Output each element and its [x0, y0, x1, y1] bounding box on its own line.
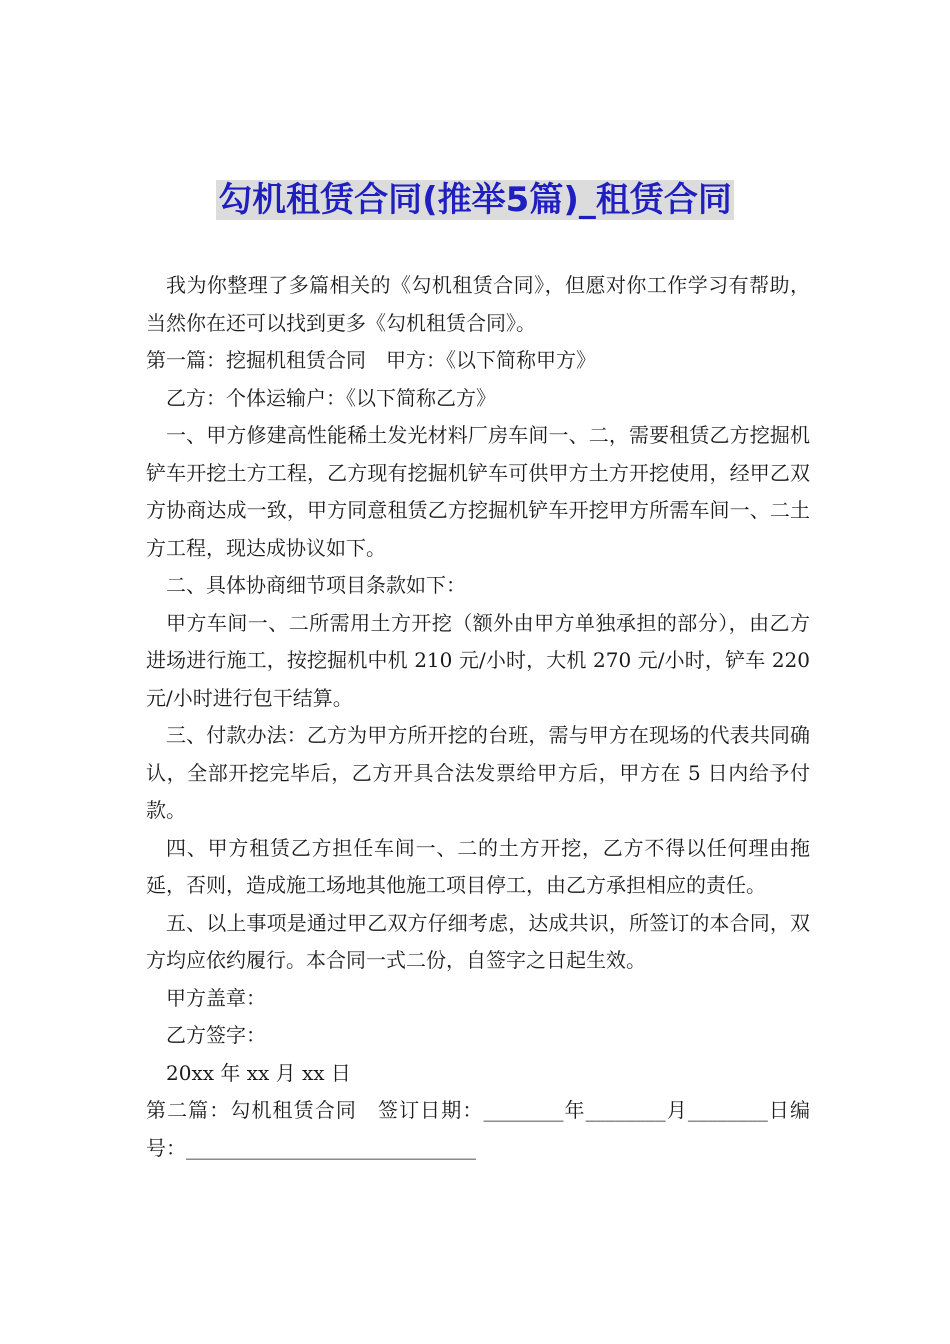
signature-line: 甲方盖章： — [166, 985, 266, 1010]
paragraph: 二、具体协商细节项目条款如下： — [166, 573, 466, 597]
signature-line: 乙方签字： — [166, 1023, 266, 1047]
paragraph: 第二篇：勾机租赁合同 签订日期：________年________月________日编号：_____________________________ — [146, 1098, 810, 1160]
paragraph: 甲方车间一、二所需用土方开挖（额外由甲方单独承担的部分），由乙方进场进行施工，按挖掘机中机 210 元/小时，大机 270 元/小时，铲车 220 元/小时进行包干结算。 — [146, 610, 810, 710]
paragraph: 一、甲方修建高性能稀土发光材料厂房车间一、二，需要租赁乙方挖掘机铲车开挖土方工程，乙方现有挖掘机铲车可供甲方土方开挖使用，经甲乙双方协商达成一致，甲方同意租赁乙方挖掘机铲车开挖甲方所需车间一、二土方工程，现达成协议如下。 — [146, 423, 810, 560]
document-title — [0, 176, 950, 224]
paragraph: 五、以上事项是通过甲乙双方仔细考虑，达成共识，所签订的本合同，双方均应依约履行。本合同一式二份，自签字之日起生效。 — [146, 910, 810, 972]
paragraph: 第一篇：挖掘机租赁合同 甲方：《以下简称甲方》 — [146, 348, 596, 372]
date-line: 20xx 年 xx 月 xx 日 — [166, 1060, 351, 1085]
paragraph: 三、付款办法：乙方为甲方所开挖的台班，需与甲方在现场的代表共同确认，全部开挖完毕后，乙方开具合法发票给甲方后，甲方在 5 日内给予付款。 — [146, 723, 810, 822]
title-text: 勾机租赁合同(推举5篇)_租赁合同 — [218, 180, 732, 220]
paragraph: 我为你整理了多篇相关的《勾机租赁合同》，但愿对你工作学习有帮助，当然你在还可以找到更多《勾机租赁合同》。 — [146, 273, 810, 335]
paragraph: 四、甲方租赁乙方担任车间一、二的土方开挖，乙方不得以任何理由拖延，否则，造成施工场地其他施工项目停工，由乙方承担相应的责任。 — [146, 835, 810, 897]
paragraph: 乙方：个体运输户：《以下简称乙方》 — [166, 385, 496, 410]
document-body — [146, 267, 810, 1167]
